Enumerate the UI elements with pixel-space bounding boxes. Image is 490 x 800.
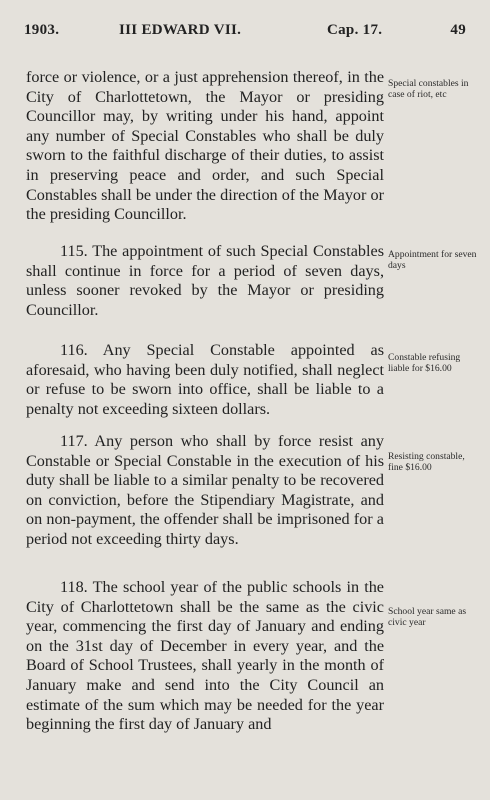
header-year: 1903.: [24, 22, 60, 38]
running-header: [24, 22, 466, 44]
section-continuation: [26, 68, 384, 225]
section-117: [26, 432, 384, 550]
section-text: 118. The school year of the public schools in the City of Charlottetown shall be the same as the civic year, commencing the first day of January and ending on the 31st day of December in every year, and the Board of School Trustees, shall yearly in the month of January make and send into the City Council an estimate of the sum which may be needed for the year beginning the first day of January and: [26, 578, 384, 734]
margin-note-118: School year same as civic year: [388, 606, 467, 628]
section-text: 116. Any Special Constable appointed as aforesaid, who having been duly notified, shall neglect or refuse to be sworn into office, shall be liable to a penalty not exceeding sixteen dollars.: [26, 341, 384, 418]
section-116: [26, 341, 384, 419]
section-115: [26, 242, 384, 320]
margin-note-115: Appointment for seven days: [388, 249, 477, 271]
margin-note-116: Constable refusing liable for $16.00: [388, 352, 461, 374]
margin-note-riot: Special constables in case of riot, etc: [388, 78, 469, 100]
section-text: 115. The appointment of such Special Constables shall continue in force for a period of seven days, unless sooner revoked by the Mayor or presiding Councillor.: [26, 242, 384, 319]
margin-note-117: Resisting constable, fine $16.00: [388, 451, 465, 473]
section-118: [26, 578, 384, 735]
page-number: 49: [450, 22, 466, 38]
section-text: 117. Any person who shall by force resist any Constable or Special Constable in the execution of his duty shall be liable to a similar penalty to be recovered on conviction, before the Stipendiary Magistrate, and on non-payment, the offender shall be imprisoned for a period not exceeding thirty days.: [26, 432, 384, 548]
header-reign: III EDWARD VII.: [119, 22, 242, 38]
section-text: force or violence, or a just apprehension thereof, in the City of Charlottetown, the Mayor or presiding Councillor may, by writing under his hand, appoint any number of Special Constables who shall be duly sworn to the faithful discharge of their duties, to assist in preserving peace and order, and such Special Constables shall be under the direction of the Mayor or the presiding Councillor.: [26, 68, 384, 224]
header-chapter: Cap. 17.: [327, 22, 383, 38]
